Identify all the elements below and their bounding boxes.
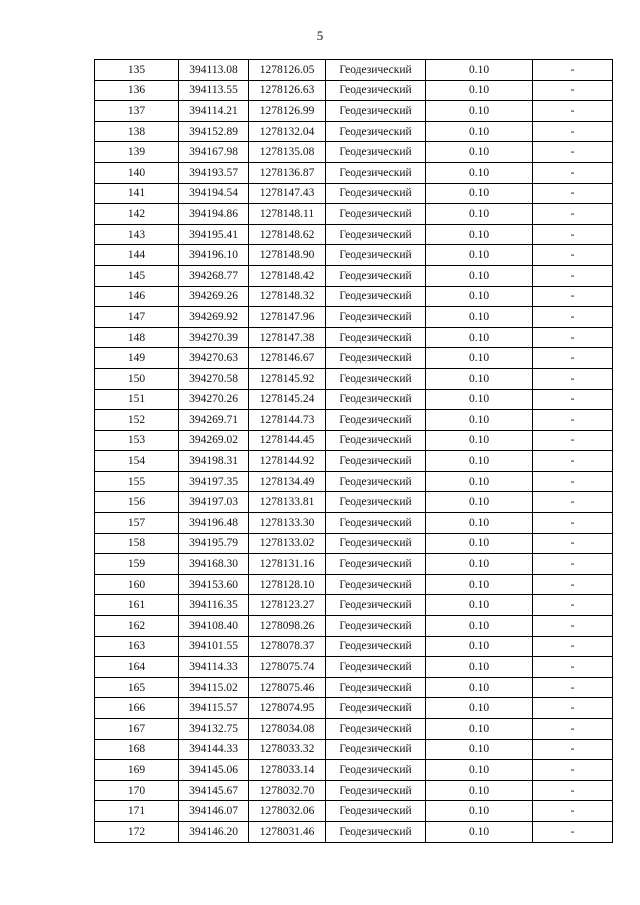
point-number-cell: 162 xyxy=(95,616,179,637)
accuracy-cell: 0.10 xyxy=(426,492,533,513)
point-number-cell: 135 xyxy=(95,60,179,81)
note-cell: - xyxy=(533,245,613,266)
table-row xyxy=(95,677,613,698)
point-number-cell: 143 xyxy=(95,224,179,245)
table-row xyxy=(95,657,613,678)
note-cell: - xyxy=(533,389,613,410)
table-row xyxy=(95,142,613,163)
coordinates-table-body xyxy=(95,60,613,843)
accuracy-cell: 0.10 xyxy=(426,719,533,740)
accuracy-cell: 0.10 xyxy=(426,677,533,698)
table-row xyxy=(95,636,613,657)
accuracy-cell: 0.10 xyxy=(426,801,533,822)
y-coordinate-cell: 1278144.45 xyxy=(249,430,326,451)
accuracy-cell: 0.10 xyxy=(426,780,533,801)
table-row xyxy=(95,368,613,389)
method-cell: Геодезический xyxy=(326,204,426,225)
note-cell: - xyxy=(533,430,613,451)
note-cell: - xyxy=(533,204,613,225)
point-number-cell: 142 xyxy=(95,204,179,225)
note-cell: - xyxy=(533,60,613,81)
y-coordinate-cell: 1278033.32 xyxy=(249,739,326,760)
note-cell: - xyxy=(533,327,613,348)
accuracy-cell: 0.10 xyxy=(426,657,533,678)
method-cell: Геодезический xyxy=(326,245,426,266)
method-cell: Геодезический xyxy=(326,162,426,183)
method-cell: Геодезический xyxy=(326,286,426,307)
x-coordinate-cell: 394146.20 xyxy=(179,821,249,842)
point-number-cell: 141 xyxy=(95,183,179,204)
point-number-cell: 172 xyxy=(95,821,179,842)
note-cell: - xyxy=(533,142,613,163)
table-row xyxy=(95,224,613,245)
note-cell: - xyxy=(533,492,613,513)
x-coordinate-cell: 394269.92 xyxy=(179,307,249,328)
table-row xyxy=(95,307,613,328)
y-coordinate-cell: 1278148.11 xyxy=(249,204,326,225)
table-row xyxy=(95,595,613,616)
y-coordinate-cell: 1278148.42 xyxy=(249,265,326,286)
method-cell: Геодезический xyxy=(326,595,426,616)
point-number-cell: 153 xyxy=(95,430,179,451)
accuracy-cell: 0.10 xyxy=(426,821,533,842)
accuracy-cell: 0.10 xyxy=(426,698,533,719)
x-coordinate-cell: 394108.40 xyxy=(179,616,249,637)
accuracy-cell: 0.10 xyxy=(426,101,533,122)
note-cell: - xyxy=(533,348,613,369)
x-coordinate-cell: 394193.57 xyxy=(179,162,249,183)
note-cell: - xyxy=(533,183,613,204)
method-cell: Геодезический xyxy=(326,739,426,760)
y-coordinate-cell: 1278078.37 xyxy=(249,636,326,657)
x-coordinate-cell: 394153.60 xyxy=(179,574,249,595)
y-coordinate-cell: 1278144.92 xyxy=(249,451,326,472)
point-number-cell: 167 xyxy=(95,719,179,740)
y-coordinate-cell: 1278145.92 xyxy=(249,368,326,389)
y-coordinate-cell: 1278126.63 xyxy=(249,80,326,101)
method-cell: Геодезический xyxy=(326,327,426,348)
table-row xyxy=(95,245,613,266)
point-number-cell: 149 xyxy=(95,348,179,369)
point-number-cell: 158 xyxy=(95,533,179,554)
method-cell: Геодезический xyxy=(326,801,426,822)
x-coordinate-cell: 394270.26 xyxy=(179,389,249,410)
x-coordinate-cell: 394270.58 xyxy=(179,368,249,389)
method-cell: Геодезический xyxy=(326,224,426,245)
note-cell: - xyxy=(533,780,613,801)
y-coordinate-cell: 1278033.14 xyxy=(249,760,326,781)
method-cell: Геодезический xyxy=(326,492,426,513)
method-cell: Геодезический xyxy=(326,60,426,81)
table-row xyxy=(95,554,613,575)
table-row xyxy=(95,471,613,492)
table-row xyxy=(95,101,613,122)
point-number-cell: 171 xyxy=(95,801,179,822)
table-row xyxy=(95,719,613,740)
y-coordinate-cell: 1278136.87 xyxy=(249,162,326,183)
accuracy-cell: 0.10 xyxy=(426,224,533,245)
x-coordinate-cell: 394269.71 xyxy=(179,410,249,431)
accuracy-cell: 0.10 xyxy=(426,410,533,431)
method-cell: Геодезический xyxy=(326,265,426,286)
point-number-cell: 136 xyxy=(95,80,179,101)
method-cell: Геодезический xyxy=(326,410,426,431)
y-coordinate-cell: 1278135.08 xyxy=(249,142,326,163)
note-cell: - xyxy=(533,595,613,616)
x-coordinate-cell: 394145.67 xyxy=(179,780,249,801)
table-row xyxy=(95,513,613,534)
y-coordinate-cell: 1278133.02 xyxy=(249,533,326,554)
x-coordinate-cell: 394196.10 xyxy=(179,245,249,266)
accuracy-cell: 0.10 xyxy=(426,513,533,534)
y-coordinate-cell: 1278148.32 xyxy=(249,286,326,307)
note-cell: - xyxy=(533,554,613,575)
note-cell: - xyxy=(533,760,613,781)
x-coordinate-cell: 394168.30 xyxy=(179,554,249,575)
y-coordinate-cell: 1278032.06 xyxy=(249,801,326,822)
table-row xyxy=(95,204,613,225)
note-cell: - xyxy=(533,739,613,760)
table-row xyxy=(95,80,613,101)
method-cell: Геодезический xyxy=(326,554,426,575)
x-coordinate-cell: 394268.77 xyxy=(179,265,249,286)
y-coordinate-cell: 1278148.62 xyxy=(249,224,326,245)
table-row xyxy=(95,821,613,842)
table-row xyxy=(95,492,613,513)
point-number-cell: 169 xyxy=(95,760,179,781)
x-coordinate-cell: 394152.89 xyxy=(179,121,249,142)
note-cell: - xyxy=(533,616,613,637)
point-number-cell: 137 xyxy=(95,101,179,122)
note-cell: - xyxy=(533,307,613,328)
table-row xyxy=(95,286,613,307)
note-cell: - xyxy=(533,368,613,389)
table-row xyxy=(95,760,613,781)
table-row xyxy=(95,410,613,431)
table-row xyxy=(95,327,613,348)
table-row xyxy=(95,265,613,286)
x-coordinate-cell: 394197.35 xyxy=(179,471,249,492)
table-row xyxy=(95,162,613,183)
method-cell: Геодезический xyxy=(326,471,426,492)
x-coordinate-cell: 394113.08 xyxy=(179,60,249,81)
x-coordinate-cell: 394167.98 xyxy=(179,142,249,163)
x-coordinate-cell: 394269.02 xyxy=(179,430,249,451)
x-coordinate-cell: 394114.33 xyxy=(179,657,249,678)
y-coordinate-cell: 1278126.05 xyxy=(249,60,326,81)
note-cell: - xyxy=(533,698,613,719)
note-cell: - xyxy=(533,286,613,307)
point-number-cell: 164 xyxy=(95,657,179,678)
y-coordinate-cell: 1278074.95 xyxy=(249,698,326,719)
method-cell: Геодезический xyxy=(326,389,426,410)
method-cell: Геодезический xyxy=(326,760,426,781)
point-number-cell: 147 xyxy=(95,307,179,328)
point-number-cell: 146 xyxy=(95,286,179,307)
x-coordinate-cell: 394198.31 xyxy=(179,451,249,472)
y-coordinate-cell: 1278126.99 xyxy=(249,101,326,122)
y-coordinate-cell: 1278144.73 xyxy=(249,410,326,431)
table-row xyxy=(95,780,613,801)
note-cell: - xyxy=(533,410,613,431)
method-cell: Геодезический xyxy=(326,657,426,678)
point-number-cell: 163 xyxy=(95,636,179,657)
y-coordinate-cell: 1278132.04 xyxy=(249,121,326,142)
x-coordinate-cell: 394132.75 xyxy=(179,719,249,740)
method-cell: Геодезический xyxy=(326,183,426,204)
table-row xyxy=(95,389,613,410)
point-number-cell: 156 xyxy=(95,492,179,513)
y-coordinate-cell: 1278034.08 xyxy=(249,719,326,740)
x-coordinate-cell: 394195.79 xyxy=(179,533,249,554)
x-coordinate-cell: 394144.33 xyxy=(179,739,249,760)
accuracy-cell: 0.10 xyxy=(426,80,533,101)
point-number-cell: 154 xyxy=(95,451,179,472)
note-cell: - xyxy=(533,162,613,183)
y-coordinate-cell: 1278134.49 xyxy=(249,471,326,492)
note-cell: - xyxy=(533,451,613,472)
method-cell: Геодезический xyxy=(326,513,426,534)
table-row xyxy=(95,698,613,719)
accuracy-cell: 0.10 xyxy=(426,307,533,328)
accuracy-cell: 0.10 xyxy=(426,533,533,554)
x-coordinate-cell: 394114.21 xyxy=(179,101,249,122)
point-number-cell: 139 xyxy=(95,142,179,163)
point-number-cell: 161 xyxy=(95,595,179,616)
y-coordinate-cell: 1278133.30 xyxy=(249,513,326,534)
method-cell: Геодезический xyxy=(326,533,426,554)
accuracy-cell: 0.10 xyxy=(426,368,533,389)
x-coordinate-cell: 394115.02 xyxy=(179,677,249,698)
table-row xyxy=(95,183,613,204)
note-cell: - xyxy=(533,719,613,740)
point-number-cell: 140 xyxy=(95,162,179,183)
point-number-cell: 157 xyxy=(95,513,179,534)
y-coordinate-cell: 1278098.26 xyxy=(249,616,326,637)
point-number-cell: 159 xyxy=(95,554,179,575)
note-cell: - xyxy=(533,80,613,101)
method-cell: Геодезический xyxy=(326,719,426,740)
table-row xyxy=(95,574,613,595)
accuracy-cell: 0.10 xyxy=(426,430,533,451)
method-cell: Геодезический xyxy=(326,677,426,698)
accuracy-cell: 0.10 xyxy=(426,760,533,781)
x-coordinate-cell: 394195.41 xyxy=(179,224,249,245)
note-cell: - xyxy=(533,821,613,842)
y-coordinate-cell: 1278133.81 xyxy=(249,492,326,513)
note-cell: - xyxy=(533,636,613,657)
accuracy-cell: 0.10 xyxy=(426,142,533,163)
method-cell: Геодезический xyxy=(326,142,426,163)
method-cell: Геодезический xyxy=(326,616,426,637)
accuracy-cell: 0.10 xyxy=(426,595,533,616)
method-cell: Геодезический xyxy=(326,80,426,101)
method-cell: Геодезический xyxy=(326,698,426,719)
y-coordinate-cell: 1278146.67 xyxy=(249,348,326,369)
method-cell: Геодезический xyxy=(326,348,426,369)
method-cell: Геодезический xyxy=(326,780,426,801)
x-coordinate-cell: 394116.35 xyxy=(179,595,249,616)
x-coordinate-cell: 394269.26 xyxy=(179,286,249,307)
x-coordinate-cell: 394270.63 xyxy=(179,348,249,369)
method-cell: Геодезический xyxy=(326,574,426,595)
note-cell: - xyxy=(533,471,613,492)
note-cell: - xyxy=(533,513,613,534)
y-coordinate-cell: 1278128.10 xyxy=(249,574,326,595)
accuracy-cell: 0.10 xyxy=(426,121,533,142)
table-row xyxy=(95,430,613,451)
method-cell: Геодезический xyxy=(326,121,426,142)
y-coordinate-cell: 1278145.24 xyxy=(249,389,326,410)
x-coordinate-cell: 394270.39 xyxy=(179,327,249,348)
accuracy-cell: 0.10 xyxy=(426,60,533,81)
point-number-cell: 150 xyxy=(95,368,179,389)
note-cell: - xyxy=(533,677,613,698)
note-cell: - xyxy=(533,657,613,678)
x-coordinate-cell: 394194.86 xyxy=(179,204,249,225)
x-coordinate-cell: 394194.54 xyxy=(179,183,249,204)
point-number-cell: 155 xyxy=(95,471,179,492)
y-coordinate-cell: 1278123.27 xyxy=(249,595,326,616)
y-coordinate-cell: 1278032.70 xyxy=(249,780,326,801)
accuracy-cell: 0.10 xyxy=(426,245,533,266)
accuracy-cell: 0.10 xyxy=(426,204,533,225)
page-number: 5 xyxy=(316,28,324,43)
accuracy-cell: 0.10 xyxy=(426,286,533,307)
point-number-cell: 138 xyxy=(95,121,179,142)
method-cell: Геодезический xyxy=(326,451,426,472)
y-coordinate-cell: 1278031.46 xyxy=(249,821,326,842)
point-number-cell: 168 xyxy=(95,739,179,760)
table-row xyxy=(95,60,613,81)
accuracy-cell: 0.10 xyxy=(426,389,533,410)
x-coordinate-cell: 394146.07 xyxy=(179,801,249,822)
accuracy-cell: 0.10 xyxy=(426,183,533,204)
table-row xyxy=(95,801,613,822)
y-coordinate-cell: 1278075.74 xyxy=(249,657,326,678)
accuracy-cell: 0.10 xyxy=(426,451,533,472)
y-coordinate-cell: 1278147.43 xyxy=(249,183,326,204)
point-number-cell: 166 xyxy=(95,698,179,719)
method-cell: Геодезический xyxy=(326,307,426,328)
accuracy-cell: 0.10 xyxy=(426,636,533,657)
point-number-cell: 165 xyxy=(95,677,179,698)
note-cell: - xyxy=(533,101,613,122)
point-number-cell: 144 xyxy=(95,245,179,266)
note-cell: - xyxy=(533,574,613,595)
x-coordinate-cell: 394113.55 xyxy=(179,80,249,101)
point-number-cell: 170 xyxy=(95,780,179,801)
point-number-cell: 152 xyxy=(95,410,179,431)
y-coordinate-cell: 1278131.16 xyxy=(249,554,326,575)
accuracy-cell: 0.10 xyxy=(426,265,533,286)
x-coordinate-cell: 394115.57 xyxy=(179,698,249,719)
table-row xyxy=(95,121,613,142)
accuracy-cell: 0.10 xyxy=(426,616,533,637)
method-cell: Геодезический xyxy=(326,821,426,842)
y-coordinate-cell: 1278147.38 xyxy=(249,327,326,348)
y-coordinate-cell: 1278148.90 xyxy=(249,245,326,266)
accuracy-cell: 0.10 xyxy=(426,162,533,183)
y-coordinate-cell: 1278075.46 xyxy=(249,677,326,698)
method-cell: Геодезический xyxy=(326,430,426,451)
method-cell: Геодезический xyxy=(326,368,426,389)
table-row xyxy=(95,533,613,554)
note-cell: - xyxy=(533,224,613,245)
point-number-cell: 148 xyxy=(95,327,179,348)
x-coordinate-cell: 394197.03 xyxy=(179,492,249,513)
y-coordinate-cell: 1278147.96 xyxy=(249,307,326,328)
x-coordinate-cell: 394101.55 xyxy=(179,636,249,657)
accuracy-cell: 0.10 xyxy=(426,574,533,595)
note-cell: - xyxy=(533,121,613,142)
point-number-cell: 145 xyxy=(95,265,179,286)
x-coordinate-cell: 394196.48 xyxy=(179,513,249,534)
accuracy-cell: 0.10 xyxy=(426,327,533,348)
accuracy-cell: 0.10 xyxy=(426,739,533,760)
note-cell: - xyxy=(533,801,613,822)
accuracy-cell: 0.10 xyxy=(426,554,533,575)
coordinates-table xyxy=(94,59,613,843)
note-cell: - xyxy=(533,533,613,554)
table-row xyxy=(95,739,613,760)
x-coordinate-cell: 394145.06 xyxy=(179,760,249,781)
method-cell: Геодезический xyxy=(326,636,426,657)
accuracy-cell: 0.10 xyxy=(426,348,533,369)
table-row xyxy=(95,616,613,637)
table-row xyxy=(95,451,613,472)
point-number-cell: 160 xyxy=(95,574,179,595)
point-number-cell: 151 xyxy=(95,389,179,410)
method-cell: Геодезический xyxy=(326,101,426,122)
accuracy-cell: 0.10 xyxy=(426,471,533,492)
note-cell: - xyxy=(533,265,613,286)
table-row xyxy=(95,348,613,369)
